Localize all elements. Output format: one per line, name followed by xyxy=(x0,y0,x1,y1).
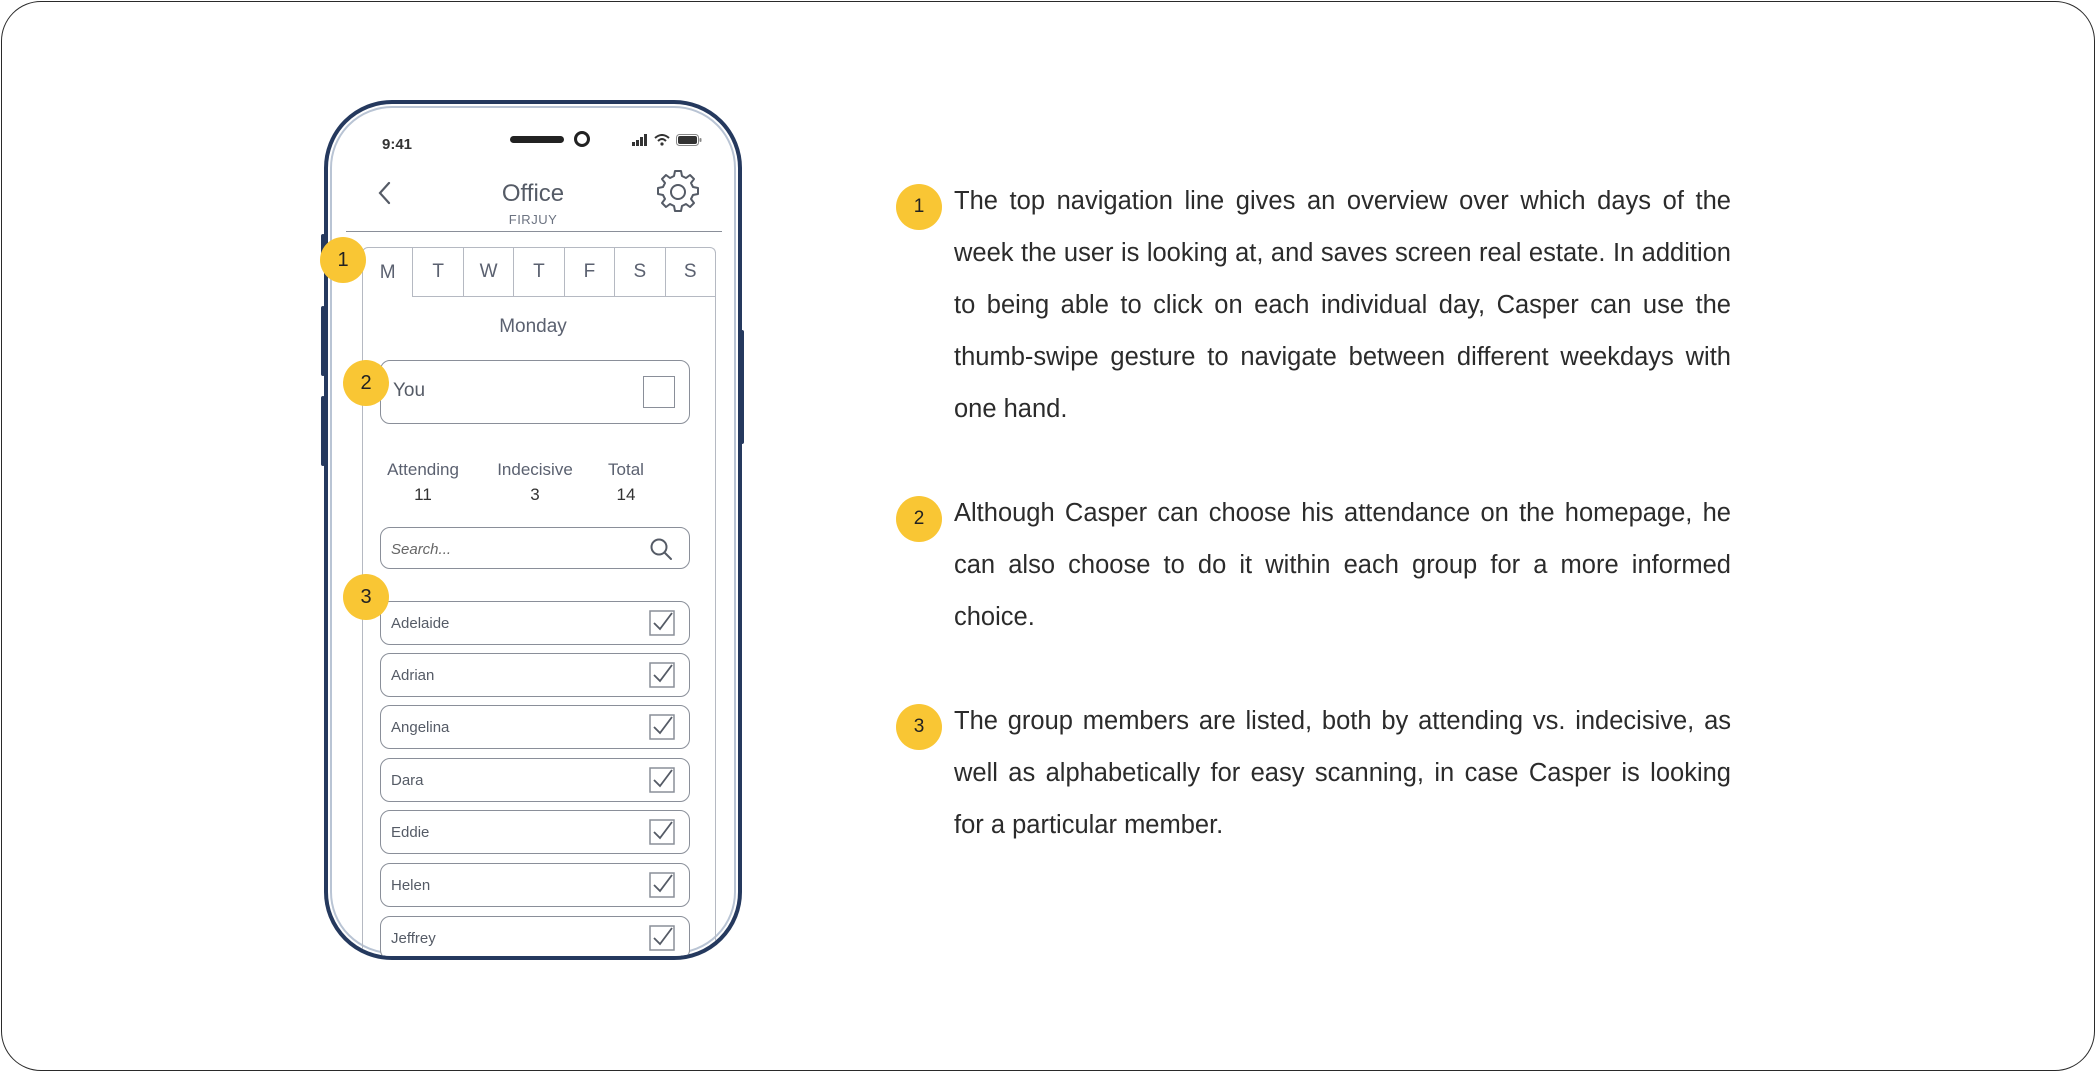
stat-attending xyxy=(373,460,473,505)
note-number-badge: 3 xyxy=(896,704,942,750)
member-name: Dara xyxy=(391,772,424,789)
gear-icon[interactable] xyxy=(654,168,702,216)
page-subtitle: FIRJUY xyxy=(508,212,558,227)
stat-label: Total xyxy=(608,460,644,479)
member-name: Adrian xyxy=(391,667,435,684)
member-name: Helen xyxy=(391,877,431,894)
checked-checkbox-icon[interactable] xyxy=(649,819,675,845)
stat-total xyxy=(576,460,676,505)
member-row-adelaide[interactable] xyxy=(380,601,690,645)
checked-checkbox-icon[interactable] xyxy=(649,872,675,898)
member-row-jeffrey[interactable] xyxy=(380,916,690,960)
stat-value: 14 xyxy=(616,485,636,504)
stat-label: Attending xyxy=(387,460,459,479)
note-text: The top navigation line gives an overview over which days of the week the user is looking at, and saves screen real estate. In addition to being able to click on each individual day, Casper can use the thumb-swipe gesture to navigate between different weekdays with one hand. xyxy=(954,187,1731,423)
phone-mockup xyxy=(324,100,742,960)
note-text: The group members are listed, both by attending vs. indecisive, as well as alphabetically for easy scanning, in case Casper is looking for a particular member. xyxy=(954,707,1731,839)
checked-checkbox-icon[interactable] xyxy=(649,767,675,793)
marker-3: 3 xyxy=(343,574,389,620)
member-name: Jeffrey xyxy=(391,930,436,947)
camera-icon xyxy=(574,131,590,147)
page-title: Office xyxy=(501,180,565,207)
you-attendance-row[interactable] xyxy=(380,360,690,424)
note-text: Although Casper can choose his attendance on the homepage, he can also choose to do it within each group for a more informed choice. xyxy=(954,499,1731,631)
search-input[interactable] xyxy=(389,536,633,562)
tab-sunday[interactable]: S xyxy=(665,248,715,297)
member-row-dara[interactable] xyxy=(380,758,690,802)
wifi-icon xyxy=(654,134,670,146)
marker-2: 2 xyxy=(343,360,389,406)
tab-monday[interactable]: M xyxy=(379,261,396,283)
status-time: 9:41 xyxy=(382,136,413,153)
weekday-tabs xyxy=(362,247,716,297)
note-number-badge: 2 xyxy=(896,496,942,542)
battery-icon xyxy=(676,134,702,146)
header-divider xyxy=(346,231,722,232)
marker-1: 1 xyxy=(320,237,366,283)
speaker-notch xyxy=(510,136,564,143)
you-label: You xyxy=(393,380,426,401)
tab-thursday[interactable]: T xyxy=(513,248,563,297)
search-box[interactable] xyxy=(380,527,690,569)
member-row-eddie[interactable] xyxy=(380,810,690,854)
signal-icon xyxy=(632,134,648,146)
member-name: Adelaide xyxy=(391,615,450,632)
member-row-helen[interactable] xyxy=(380,863,690,907)
stat-value: 3 xyxy=(530,485,540,504)
stat-indecisive xyxy=(485,460,585,505)
status-icons xyxy=(632,134,702,146)
you-checkbox[interactable] xyxy=(643,376,675,408)
selected-day-label: Monday xyxy=(499,316,567,337)
slide-card xyxy=(1,1,2095,1071)
stat-value: 11 xyxy=(414,485,432,504)
member-name: Angelina xyxy=(391,719,450,736)
stat-label: Indecisive xyxy=(497,460,573,479)
tab-saturday[interactable]: S xyxy=(614,248,664,297)
tab-tuesday[interactable]: T xyxy=(412,248,462,297)
checked-checkbox-icon[interactable] xyxy=(649,925,675,951)
checked-checkbox-icon[interactable] xyxy=(649,610,675,636)
member-row-adrian[interactable] xyxy=(380,653,690,697)
tab-wednesday[interactable]: W xyxy=(463,248,513,297)
member-row-angelina[interactable] xyxy=(380,705,690,749)
checked-checkbox-icon[interactable] xyxy=(649,662,675,688)
checked-checkbox-icon[interactable] xyxy=(649,714,675,740)
search-icon[interactable] xyxy=(649,537,673,561)
tab-friday[interactable]: F xyxy=(564,248,614,297)
note-number-badge: 1 xyxy=(896,184,942,230)
member-name: Eddie xyxy=(391,824,430,841)
